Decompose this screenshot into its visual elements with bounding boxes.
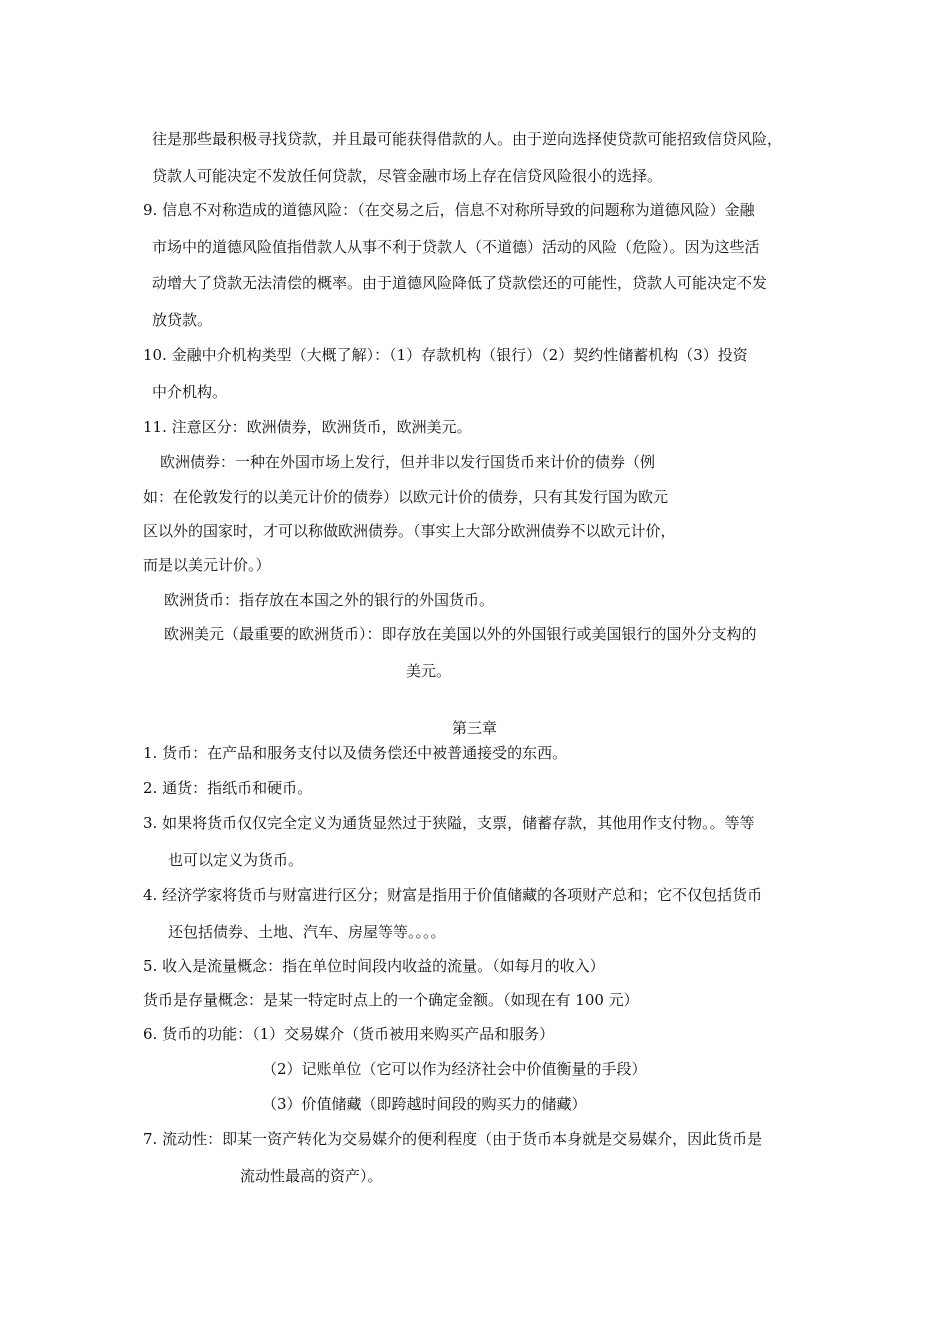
list-item-1: 1. 货币：在产品和服务支付以及债务偿还中被普通接受的东西。 — [143, 744, 568, 762]
paragraph-line: 也可以定义为货币。 — [168, 851, 304, 869]
paragraph-line: 贷款人可能决定不发放任何贷款，尽管金融市场上存在信贷风险很小的选择。 — [152, 167, 663, 185]
paragraph-line: 流动性最高的资产）。 — [240, 1167, 383, 1185]
paragraph-line: 欧洲债券：一种在外国市场上发行，但并非以发行国货币来计价的债券（例 — [160, 453, 656, 471]
paragraph-line: 区以外的国家时，才可以称做欧洲债券。（事实上大部分欧洲债券不以欧元计价， — [143, 522, 676, 540]
list-item-11: 11. 注意区分：欧洲债券，欧洲货币，欧洲美元。 — [143, 418, 472, 436]
list-item-9: 9. 信息不对称造成的道德风险：（在交易之后，信息不对称所导致的问题称为道德风险）金融 — [143, 201, 755, 219]
paragraph-line: 放贷款。 — [152, 311, 213, 329]
list-item-4: 4. 经济学家将货币与财富进行区分；财富是指用于价值储藏的各项财产总和；它不仅包括货币 — [143, 886, 763, 904]
list-item-7: 7. 流动性：即某一资产转化为交易媒介的便利程度（由于货币本身就是交易媒介，因此货币是 — [143, 1130, 763, 1148]
paragraph-line: 市场中的道德风险值指借款人从事不利于贷款人（不道德）活动的风险（危险）。因为这些活 — [152, 238, 760, 256]
sub-item: （3）价值储藏（即跨越时间段的购买力的储藏） — [262, 1095, 587, 1113]
paragraph-line: 而是以美元计价。） — [143, 556, 271, 574]
list-item-5: 5. 收入是流量概念：指在单位时间段内收益的流量。（如每月的收入） — [143, 957, 605, 975]
sub-item: （2）记账单位（它可以作为经济社会中价值衡量的手段） — [262, 1060, 647, 1078]
paragraph-line: 美元。 — [406, 662, 452, 680]
paragraph-line: 中介机构。 — [152, 383, 228, 401]
paragraph-line: 还包括债券、土地、汽车、房屋等等。。。。 — [168, 923, 446, 941]
paragraph-line: 欧洲美元（最重要的欧洲货币）：即存放在美国以外的外国银行或美国银行的国外分支构的 — [164, 625, 757, 643]
paragraph-line: 如：在伦敦发行的以美元计价的债券）以欧元计价的债券，只有其发行国为欧元 — [143, 488, 669, 506]
paragraph-line: 往是那些最积极寻找贷款，并且最可能获得借款的人。由于逆向选择使贷款可能招致信贷风险， — [152, 130, 783, 148]
list-item-2: 2. 通货：指纸币和硬币。 — [143, 779, 313, 797]
paragraph-line: 货币是存量概念：是某一特定时点上的一个确定金额。（如现在有 100 元） — [143, 991, 639, 1009]
chapter-heading: 第三章 — [452, 719, 498, 737]
list-item-6: 6. 货币的功能：（1）交易媒介（货币被用来购买产品和服务） — [143, 1025, 555, 1043]
paragraph-line: 欧洲货币：指存放在本国之外的银行的外国货币。 — [164, 591, 495, 609]
list-item-3: 3. 如果将货币仅仅完全定义为通货显然过于狭隘，支票，储蓄存款，其他用作支付物。。等等 — [143, 814, 755, 832]
paragraph-line: 动增大了贷款无法清偿的概率。由于道德风险降低了贷款偿还的可能性，贷款人可能决定不发 — [152, 274, 768, 292]
list-item-10: 10. 金融中介机构类型（大概了解）：（1）存款机构（银行）（2）契约性储蓄机构（3）投资 — [143, 346, 748, 364]
